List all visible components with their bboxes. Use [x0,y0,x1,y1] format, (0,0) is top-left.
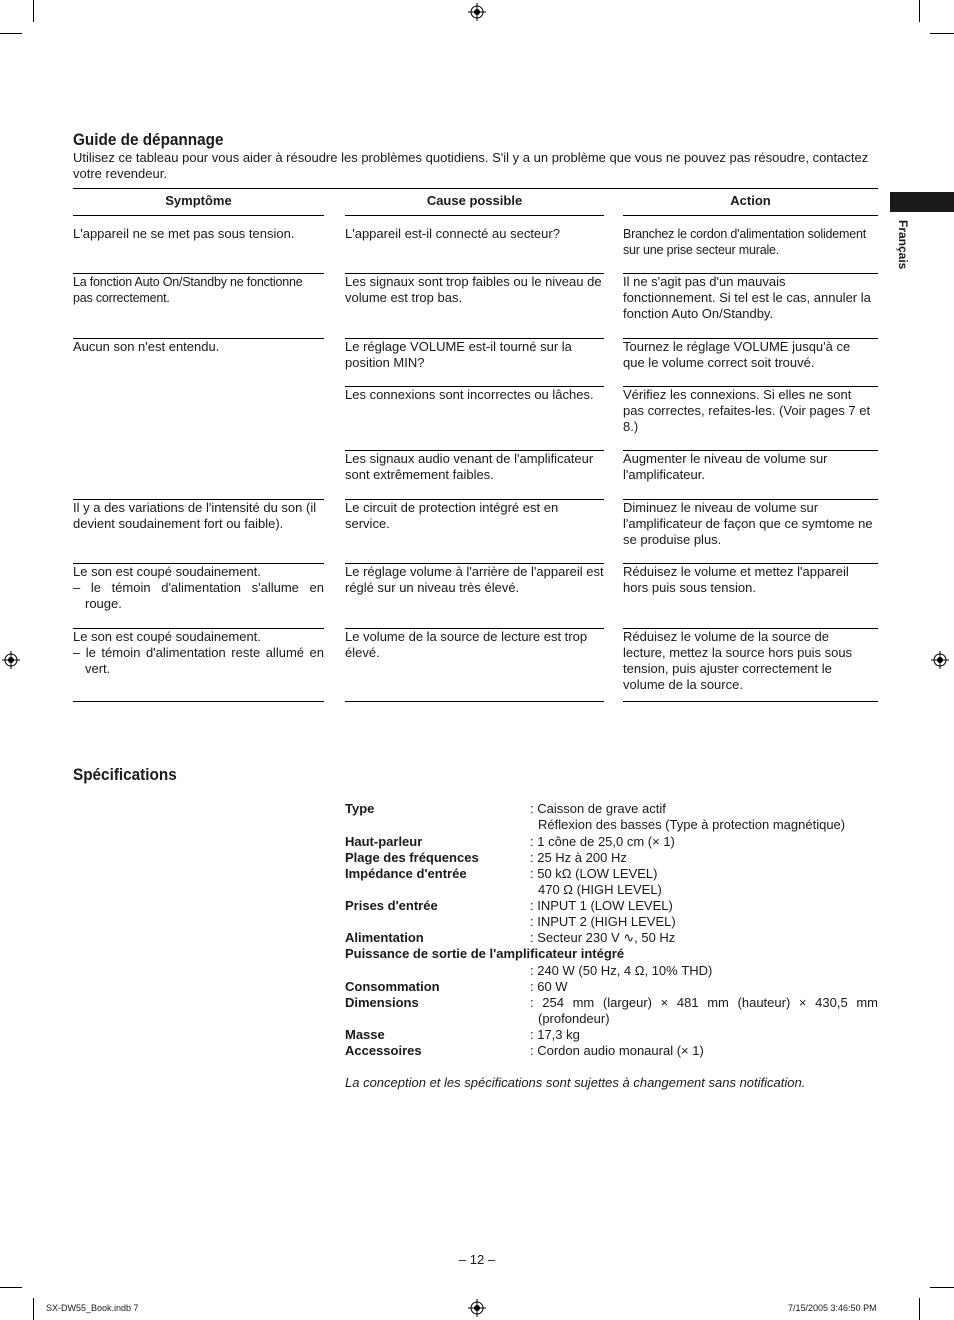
table-cell-symptom: La fonction Auto On/Standby ne fonctionne pas correctement. [73,275,303,305]
language-tab [890,192,954,212]
registration-mark-icon [468,1299,486,1317]
section-title: Spécifications [73,765,177,784]
table-cell-action: Réduisez le volume et mettez l'appareil hors puis sous tension. [623,564,849,595]
row-divider [345,701,604,702]
language-label: Français [896,220,910,270]
spec-label: Puissance de sortie de l'amplificateur intégré [345,946,625,961]
footer-timestamp: 7/15/2005 3:46:50 PM [788,1303,877,1313]
spec-value: : INPUT 1 (LOW LEVEL) [530,898,673,913]
column-header-action: Action [730,193,771,208]
table-cell-cause: Les connexions sont incorrectes ou lâches. [345,387,594,402]
spec-value: : INPUT 2 (HIGH LEVEL) [530,914,676,929]
crop-mark [0,33,22,34]
table-cell-cause: Les signaux audio venant de l'amplificateur sont extrêmement faibles. [345,451,594,482]
registration-mark-icon [2,651,20,669]
symptom-text: Le son est coupé soudainement. [73,564,261,579]
column-header-cause: Cause possible [426,193,523,208]
spec-label: Dimensions [345,995,419,1010]
crop-mark [0,1287,22,1288]
symptom-text: Le son est coupé soudainement. [73,629,261,644]
spec-value: : Caisson de grave actif [530,801,666,816]
spec-value: : 254 mm (largeur) × 481 mm (hauteur) × 430,5 mm [530,995,878,1010]
table-cell-cause: Le réglage VOLUME est-il tourné sur la position MIN? [345,339,572,370]
spec-value: 470 Ω (HIGH LEVEL) [538,882,662,897]
spec-value: : 17,3 kg [530,1027,580,1042]
intro-text: Utilisez ce tableau pour vous aider à résoudre les problèmes quotidiens. S'il y a un problème que vous ne pouvez pas résoudre, contactez votre revendeur. [73,150,869,181]
row-divider [73,215,324,216]
spec-label: Accessoires [345,1043,422,1058]
spec-value: : 240 W (50 Hz, 4 Ω, 10% THD) [530,963,713,978]
table-cell-cause: Les signaux sont trop faibles ou le niveau de volume est trop bas. [345,274,602,305]
table-cell-cause: Le circuit de protection intégré est en service. [345,500,559,531]
symptom-subtext: – le témoin d'alimentation s'allume en rouge. [73,580,324,611]
language-label-container [893,220,913,280]
table-cell-action: Tournez le réglage VOLUME jusqu'à ce que le volume correct soit trouvé. [623,339,851,370]
table-cell-cause: Le réglage volume à l'arrière de l'appareil est réglé sur un niveau très élevé. [345,564,604,595]
table-cell-symptom [73,629,324,677]
spec-value: : 50 kΩ (LOW LEVEL) [530,866,658,881]
registration-mark-icon [468,3,486,21]
spec-label: Consommation [345,979,440,994]
header-top-rule [73,188,878,189]
spec-note: La conception et les spécifications sont sujettes à changement sans notification. [345,1075,806,1090]
table-cell-action: Il ne s'agit pas d'un mauvais fonctionnement. Si tel est le cas, annuler la fonction Auto On/Standby. [623,274,871,321]
table-cell-action: Diminuez le niveau de volume sur l'amplificateur de façon que ce symtome ne se produise plus. [623,500,873,547]
crop-mark [930,33,954,34]
table-cell-symptom: Aucun son n'est entendu. [73,339,220,354]
registration-mark-icon [931,651,949,669]
table-cell-action: Augmenter le niveau de volume sur l'amplificateur. [623,451,828,482]
spec-label: Alimentation [345,930,424,945]
row-divider [623,215,878,216]
spec-value: : 1 cône de 25,0 cm (× 1) [530,834,675,849]
symptom-subtext: – le témoin d'alimentation reste allumé en vert. [73,645,324,676]
page-number: – 12 – [458,1252,496,1267]
crop-mark [919,0,920,22]
table-cell-action: Branchez le cordon d'alimentation solidement sur une prise secteur murale. [623,227,867,257]
table-cell-cause: Le volume de la source de lecture est trop élevé. [345,629,588,660]
table-cell-symptom: Il y a des variations de l'intensité du son (il devient soudainement fort ou faible). [73,500,317,531]
row-divider [73,701,324,702]
column-header-symptom: Symptôme [165,193,232,208]
spec-value: Réflexion des basses (Type à protection magnétique) [538,817,846,832]
table-cell-symptom [73,564,324,612]
crop-mark [33,1298,34,1320]
spec-value: : Cordon audio monaural (× 1) [530,1043,704,1058]
spec-label: Prises d'entrée [345,898,438,913]
spec-value: : 25 Hz à 200 Hz [530,850,627,865]
table-cell-cause: L'appareil est-il connecté au secteur? [345,226,560,241]
table-cell-action: Vérifiez les connexions. Si elles ne sont pas correctes, refaites-les. (Voir pages 7 et 8.) [623,387,871,434]
table-cell-symptom: L'appareil ne se met pas sous tension. [73,226,295,241]
spec-label: Type [345,801,375,816]
row-divider [345,215,604,216]
spec-label: Masse [345,1027,385,1042]
spec-value: : Secteur 230 V ∿, 50 Hz [530,930,676,945]
row-divider [623,701,878,702]
section-title: Guide de dépannage [73,130,224,149]
crop-mark [33,0,34,22]
spec-label: Impédance d'entrée [345,866,467,881]
footer-filename: SX-DW55_Book.indb 7 [46,1303,139,1313]
spec-label: Haut-parleur [345,834,423,849]
crop-mark [930,1287,954,1288]
spec-value: : 60 W [530,979,568,994]
spec-label: Plage des fréquences [345,850,479,865]
crop-mark [919,1298,920,1320]
table-cell-action: Réduisez le volume de la source de lecture, mettez la source hors puis sous tension, puis ajuster correctement le volume de la source. [623,629,853,692]
spec-value: (profondeur) [538,1011,610,1026]
